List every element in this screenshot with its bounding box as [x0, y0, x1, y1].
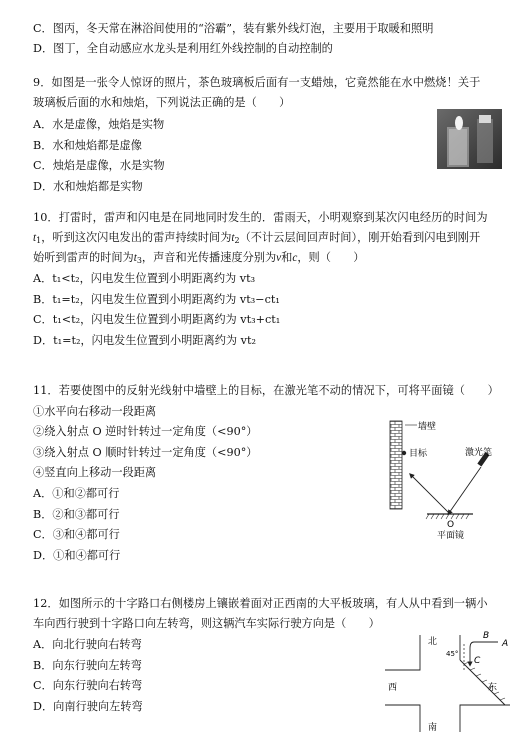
q10-t1-t: t [33, 232, 37, 244]
q10-option-a: A．t₁<t₂，闪电发生位置到小明距离约为 vt₃ [33, 272, 256, 285]
q11-item-1: ①水平向右移动一段距离 [33, 405, 157, 418]
q11-option-a: A．①和②都可行 [33, 487, 120, 500]
q12-option-d: D．向南行驶向左转弯 [33, 700, 143, 713]
q11-option-d: D．①和④都可行 [33, 549, 121, 562]
q10-stem-line2 [33, 231, 480, 248]
candle-glass-photo [437, 109, 502, 169]
target-label: 目标 [409, 449, 428, 459]
q12-option-a: A．向北行驶向右转弯 [33, 638, 142, 651]
q12-crossroad-figure [380, 630, 515, 735]
q11-item-2: ②绕入射点 O 逆时针转过一定角度（<90°） [33, 425, 258, 438]
west-label: 西 [388, 683, 398, 693]
q12-option-c: C．向东行驶向右转弯 [33, 679, 143, 692]
q11-stem-line1: 11．若要使图中的反射光线射中墙壁上的目标，在激光笔不动的情况下，可将平面镜（ ） [33, 384, 499, 397]
point-c-label: C [474, 656, 481, 666]
angle-label: 45° [446, 650, 459, 658]
q9-option-b: B．水和烛焰都是虚像 [33, 139, 142, 152]
q9-stem-line2: 玻璃板后面的水和烛焰，下列说法正确的是（ ） [33, 96, 291, 109]
q12-option-b: B．向东行驶向左转弯 [33, 659, 142, 672]
north-label: 北 [428, 637, 438, 647]
option-d-prev: D．图丁，全自动感应水龙头是利用红外线控制的自动控制的 [33, 42, 333, 55]
target-dot [402, 451, 406, 455]
q10-and: 和 [281, 251, 293, 264]
q10-line3-end: ，则（ ） [297, 251, 365, 264]
q9-option-c: C．烛焰是虚像，水是实物 [33, 159, 165, 172]
wall-label: 墙壁 [418, 422, 437, 432]
q11-item-3: ③绕入射点 O 顺时针转过一定角度（<90°） [33, 446, 258, 459]
incident-ray [449, 467, 481, 513]
point-b-label: B [483, 631, 490, 641]
q11-option-c: C．③和④都可行 [33, 528, 120, 541]
q10-option-c: C．t₁<t₂，闪电发生位置到小明距离约为 vt₃+ct₁ [33, 313, 281, 326]
q10-t1-sub: 1 [36, 236, 42, 245]
q10-c: c [292, 252, 298, 264]
q10-line2-end: （不计云层间回声时间），刚开始看到闪电到刚开 [239, 231, 481, 244]
q10-option-b: B．t₁=t₂，闪电发生位置到小明距离约为 vt₃−ct₁ [33, 293, 280, 306]
q10-v: v [276, 252, 282, 264]
reflected-ray [411, 475, 449, 513]
q10-t3-sub: 3 [136, 256, 142, 265]
q11-mirror-figure [385, 415, 515, 540]
q11-item-4: ④竖直向上移动一段距离 [33, 466, 157, 479]
q10-t2-sub: 2 [234, 236, 240, 245]
q11-option-b: B．②和③都可行 [33, 508, 120, 521]
q10-stem-line3 [33, 251, 364, 268]
south-label: 南 [428, 723, 438, 733]
q9-option-a: A．水是虚像，烛焰是实物 [33, 118, 165, 131]
q10-line2-mid: ，听到这次闪电发出的雷声持续时间为 [41, 231, 232, 244]
q12-stem-line1: 12．如图所示的十字路口右侧楼房上镶嵌着面对正西南的大平板玻璃，有人从中看到一辆小 [33, 597, 488, 610]
q10-stem-line1: 10．打雷时，雷声和闪电是在同地同时发生的．雷雨天，小明观察到某次闪电经历的时间为 [33, 211, 488, 224]
q10-line3-mid: ，声音和光传播速度分别为 [141, 251, 277, 264]
brick-wall [390, 421, 402, 509]
q10-option-d: D．t₁=t₂，闪电发生位置到小明距离约为 vt₂ [33, 334, 256, 347]
laser-label: 激光笔 [465, 448, 493, 458]
q10-line3-start: 始听到雷声的时间为 [33, 251, 134, 264]
q10-t3-t: t [133, 252, 137, 264]
point-a-label: A [502, 639, 509, 649]
q9-stem-line1: 9．如图是一张令人惊讶的照片，茶色玻璃板后面有一支蜡烛，它竟然能在水中燃烧！关于 [33, 76, 481, 89]
point-o-label: O [447, 520, 455, 530]
q10-t2-t: t [231, 232, 235, 244]
east-label: 东 [488, 683, 498, 693]
q12-stem-line2: 车向西行驶到十字路口向左转弯，则这辆汽车实际行驶方向是（ ） [33, 617, 380, 630]
option-c-prev: C．图丙，冬天常在淋浴间使用的“浴霸”，装有紫外线灯泡，主要用于取暖和照明 [33, 22, 434, 35]
q9-option-d: D．水和烛焰都是实物 [33, 180, 143, 193]
mirror-label: 平面镜 [437, 531, 465, 540]
